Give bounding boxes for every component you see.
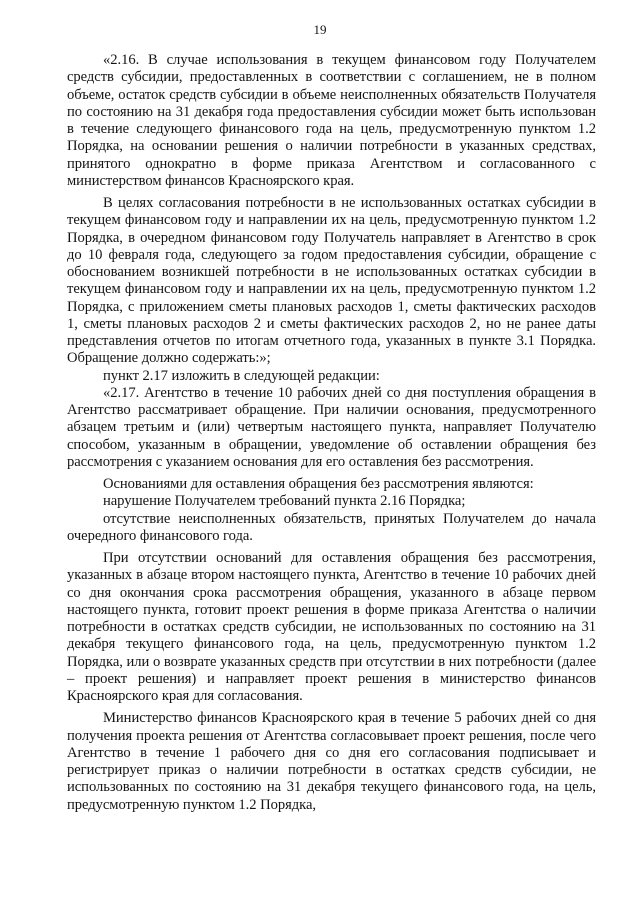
document-body (67, 52, 596, 814)
paragraph-amendment-note: пункт 2.17 изложить в следующей редакции: (103, 367, 380, 384)
paragraph-ground-obligations: отсутствие неисполненных обязательств, принятых Получателем до начала очередного финансового года. (67, 510, 596, 544)
paragraph-2-16: «2.16. В случае использования в текущем финансовом году Получателем средств субсидии, предоставленных в соответствии с соглашением, не в полном объеме, остаток средств субсидии в объеме неисполненных обязательств Получателя по состоянию на 31 декабря года предоставления субсидии может быть использован в течение следующего финансового года на цель, предусмотренную пунктом 1.2 Порядка, на основании решения о наличии потребности в указанных средствах, принятого однократно в форме приказа Агентством и согласованного с министерством финансов Красноярского края. (67, 52, 596, 189)
paragraph-agreement-request: В целях согласования потребности в не использованных остатках субсидии в текущем финансовом году и направлении их на цель, предусмотренную пунктом 1.2 Порядка, в очередном финансовом году Получатель направляет в Агентство в срок до 10 февраля года, следующего за годом предоставления субсидии, обращение с обоснованием возникшей потребности в не использованных остатках субсидии в текущем финансовом году и направлении их на цель, предусмотренную пунктом 1.2 Порядка, с приложением сметы плановых расходов 1, сметы фактических расходов 1, сметы плановых расходов 2 и сметы фактических расходов 2, но не ранее даты представления отчетов по итогам отчетного года, указанных в пункте 3.1 Порядка. Обращение должно содержать:»; (67, 195, 596, 367)
paragraph-2-17: «2.17. Агентство в течение 10 рабочих дней со дня поступления обращения в Агентство рассматривает обращение. При наличии основания, предусмотренного абзацем третьим и (или) четвертым настоящего пункта, направляет Получателю способом, указанным в обращении, уведомление об оставлении обращения без рассмотрения с указанием основания для его оставления без рассмотрения. (67, 384, 596, 470)
paragraph-ministry-approval: Министерство финансов Красноярского края в течение 5 рабочих дней со дня получения проекта решения от Агентства согласовывает проект решения, после чего Агентство в течение 1 рабочего дня со дня его согласования подписывает и регистрирует приказ о наличии потребности в остатках средств субсидии, не использованных по состоянию на 31 декабря текущего финансового года, на цель, предусмотренную пунктом 1.2 Порядка, (67, 710, 596, 813)
paragraph-ground-violation: нарушение Получателем требований пункта 2.16 Порядка; (103, 493, 466, 510)
page-number: 19 (313, 22, 327, 37)
paragraph-grounds-heading: Основаниями для оставления обращения без рассмотрения являются: (103, 476, 534, 492)
paragraph-draft-decision: При отсутствии оснований для оставления обращения без рассмотрения, указанных в абзаце втором настоящего пункта, Агентство в течение 10 рабочих дней со дня окончания срока рассмотрения обращения, указанного в абзаце первом настоящего пункта, готовит проект решения в форме приказа Агентства о наличии потребности в остатках средств субсидии, не использованных по состоянию на 31 декабря текущего финансового года, на цель, предусмотренную пунктом 1.2 Порядка, или о возврате указанных средств при отсутствии в них потребности (далее – проект решения) и направляет проект решения в министерство финансов Красноярского края для согласования. (67, 550, 596, 704)
